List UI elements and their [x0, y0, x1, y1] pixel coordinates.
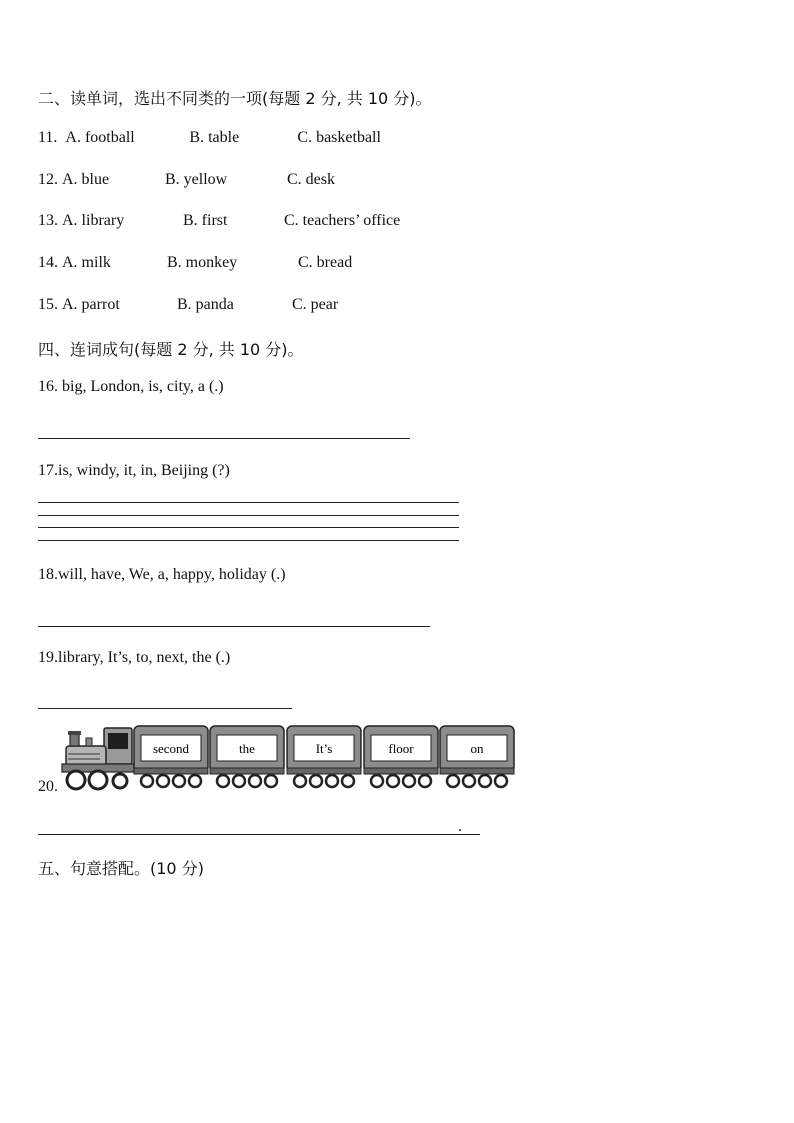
answer-line-20[interactable]	[38, 834, 480, 835]
answer-line-17c[interactable]	[38, 527, 459, 528]
question-number: 13.	[38, 212, 58, 229]
answer-line-17d[interactable]	[38, 540, 459, 541]
train-car-1	[134, 726, 208, 787]
section-4-title: 四、连词成句(每题 2 分, 共 10 分)。	[38, 340, 304, 359]
train-car-5	[440, 726, 514, 787]
option-b: B. yellow	[165, 171, 228, 188]
question-13	[38, 212, 400, 230]
answer-line-17a[interactable]	[38, 502, 459, 503]
car-word: floor	[388, 741, 414, 756]
car-word: It’s	[315, 741, 333, 756]
answer-line-18[interactable]	[38, 626, 430, 627]
car-word: second	[152, 741, 190, 756]
option-a: A. football	[65, 129, 135, 146]
question-19: 19.library, It’s, to, next, the (.)	[38, 649, 231, 666]
question-number: 14.	[38, 254, 58, 271]
question-number: 11.	[38, 129, 58, 146]
option-c: C. teachers’ office	[284, 212, 401, 229]
option-b: B. panda	[177, 296, 234, 313]
answer-line-16[interactable]	[38, 438, 410, 439]
question-20-number: 20.	[38, 778, 58, 795]
answer-line-20-period: .	[458, 818, 462, 835]
question-11	[38, 129, 381, 147]
question-16: 16. big, London, is, city, a (.)	[38, 378, 224, 395]
car-word: the	[239, 741, 255, 756]
train-car-2	[210, 726, 284, 787]
section-5-title: 五、句意搭配。(10 分)	[38, 859, 204, 878]
option-a: A. milk	[62, 254, 111, 271]
question-15	[38, 296, 338, 314]
question-17: 17.is, windy, it, in, Beijing (?)	[38, 462, 230, 479]
answer-line-19[interactable]	[38, 708, 292, 709]
option-c: C. desk	[287, 171, 335, 188]
option-a: A. blue	[62, 171, 110, 188]
option-b: B. monkey	[167, 254, 238, 271]
option-c: C. basketball	[297, 129, 381, 146]
question-12	[38, 171, 335, 189]
option-b: B. first	[183, 212, 228, 229]
option-c: C. pear	[292, 296, 339, 313]
train-car-4	[364, 726, 438, 787]
option-a: A. library	[62, 212, 125, 229]
option-c: C. bread	[298, 254, 353, 271]
locomotive-icon	[62, 728, 134, 789]
section-2-title: 二、读单词，选出不同类的一项(每题 2 分, 共 10 分)。	[38, 89, 432, 108]
question-14	[38, 254, 352, 272]
car-word: on	[470, 741, 484, 756]
answer-line-17b[interactable]	[38, 515, 459, 516]
word-train-illustration	[60, 724, 520, 794]
question-number: 12.	[38, 171, 58, 188]
question-18: 18.will, have, We, a, happy, holiday (.)	[38, 566, 286, 583]
option-b: B. table	[189, 129, 240, 146]
question-number: 15.	[38, 296, 58, 313]
train-car-3	[287, 726, 361, 787]
option-a: A. parrot	[62, 296, 120, 313]
